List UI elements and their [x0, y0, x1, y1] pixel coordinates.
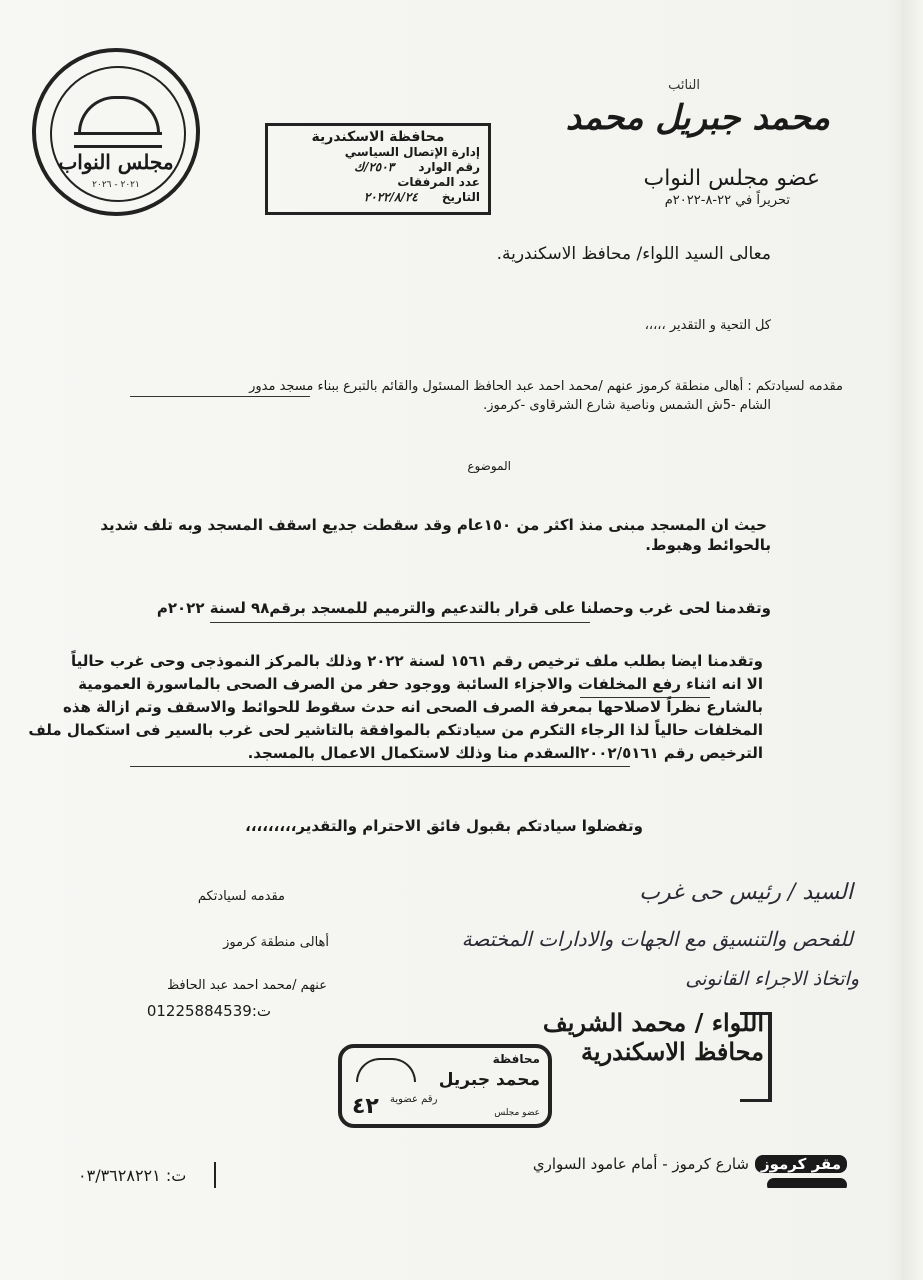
- footer-hq-address: شارع كرموز - أمام عامود السواري: [532, 1155, 749, 1173]
- mp-title: النائب: [668, 78, 700, 93]
- mp-role: عضو مجلس النواب: [643, 166, 820, 191]
- intro-line-1: مقدمه لسيادتكم : أهالى منطقة كرموز عنهم /محمد احمد عبد الحافظ المسئول والقائم بالتبرع ببناء مسجد مدور: [249, 379, 843, 394]
- para3-line-4: المخلفات حالياً لذا الرجاء التكرم من سيادتكم بالموافقة بالتاشير لحى غرب بالسير فى استكمال ملف: [28, 721, 763, 739]
- registry-date-row: [276, 190, 480, 205]
- signature-phone: ت:01225884539: [146, 1002, 271, 1020]
- footer-second-badge: [767, 1178, 847, 1188]
- registry-stamp: [265, 123, 491, 215]
- seal-emblem-text: مجلس النواب: [58, 150, 174, 174]
- registry-inbound-label: رقم الوارد: [418, 160, 480, 174]
- mp-stamp-name: محمد جبريل: [438, 1070, 540, 1090]
- mp-stamp-member-label: عضو مجلس: [494, 1108, 540, 1118]
- parliament-seal: [32, 48, 200, 216]
- para3-line-5: الترخيص رقم ٢٠٠٢/٥١٦١السقدم منا وذلك لاستكمال الاعمال بالمسجد.: [247, 744, 763, 762]
- mp-name: محمد جبريل محمد: [565, 98, 830, 138]
- page-edge: [902, 0, 923, 1280]
- registry-inbound-row: [276, 160, 480, 175]
- seal-years: ٢٠٢١ - ٢٠٢٦: [92, 180, 140, 190]
- para3-line-1: وتقدمنا ايضا بطلب ملف ترخيص رقم ١٥٦١ لسنة ٢٠٢٢ وذلك بالمركز النموذجى وحى غرب حالياً: [70, 652, 763, 670]
- seal-columns-icon: [74, 132, 162, 148]
- para3-underline-2: [130, 766, 630, 767]
- governor-stamp-line-2: محافظ الاسكندرية: [581, 1037, 764, 1066]
- closing: وتفضلوا سيادتكم بقبول فائق الاحترام والتقدير،،،،،،،،،: [245, 817, 643, 835]
- mp-stamp-dome-icon: [356, 1058, 416, 1082]
- footer-address: [533, 1155, 847, 1173]
- handwritten-note-line-2: للفحص والتنسيق مع الجهات والادارات المختصة: [461, 927, 853, 951]
- registry-department: إدارة الإتصال السياسي: [344, 145, 480, 159]
- signature-line-3: عنهم /محمد احمد عبد الحافظ: [167, 978, 327, 993]
- governor-stamp-line-1: اللواء / محمد الشريف: [542, 1008, 764, 1037]
- registry-attachments-label: عدد المرفقات: [397, 175, 480, 189]
- footer-cut-line: [327, 1178, 847, 1188]
- para2-underline: [210, 622, 590, 623]
- footer-hq-badge: مقر كرموز: [755, 1155, 847, 1173]
- footer-divider: [214, 1162, 216, 1188]
- footer-phone: ت: ٠٣/٣٦٢٨٢٢١: [78, 1166, 187, 1185]
- addressee: معالى السيد اللواء/ محافظ الاسكندرية.: [496, 244, 771, 264]
- para2: وتقدمنا لحى غرب وحصلنا على قرار بالتدعيم والترميم للمسجد برقم٩٨ لسنة ٢٠٢٢م: [156, 599, 771, 617]
- greeting: كل التحية و التقدير ،،،،،: [644, 318, 771, 333]
- para3-line-3: بالشارع نظراً لاصلاحها بمعرفة الصرف الصحى انه حدث سقوط للحوائط والاسقف وتم ازالة هذه: [62, 698, 763, 716]
- mp-stamp-header: محافظة: [492, 1052, 540, 1066]
- para3-line-2: الا انه اثناء رفع المخلفات والاجزاء السائبة ووجود حفر من الصرف الصحى بالماسورة العمومية: [78, 675, 763, 693]
- registry-heading: محافظة الاسكندرية: [311, 129, 445, 145]
- governor-stamp: [524, 1008, 764, 1100]
- registry-date-value: ٢٠٢٢/٨/٢٤: [363, 190, 418, 204]
- mp-stamp-number: ٤٢: [352, 1094, 379, 1119]
- subject-label: الموضوع: [467, 459, 511, 473]
- para3-underline-1: [580, 697, 710, 698]
- registry-inbound-value: ٢٥٠٣/ك: [354, 160, 395, 174]
- handwritten-note-line-1: السيد / رئيس حى غرب: [639, 880, 853, 905]
- signature-line-2: أهالى منطقة كرموز: [223, 935, 329, 950]
- intro-underline: [130, 396, 310, 397]
- registry-date-label: التاريخ: [441, 190, 480, 204]
- signature-line-1: مقدمه لسيادتكم: [197, 889, 285, 904]
- intro-line-2: الشام -5ش الشمس وناصية شارع الشرقاوى -كرموز.: [483, 398, 771, 413]
- handwritten-note-line-3: واتخاذ الاجراء القانونى: [685, 968, 859, 990]
- para1-line-1: حيث ان المسجد مبنى منذ اكثر من ١٥٠عام وقد سقطت جديع اسقف المسجد وبه تلف شديد: [100, 516, 767, 534]
- mp-stamp-number-label: رقم عضوية: [390, 1094, 438, 1105]
- written-date: تحريراً في ٢٢-٨-٢٠٢٢م: [664, 193, 790, 208]
- para1-line-2: بالحوائط وهبوط.: [645, 536, 771, 554]
- mp-stamp: [338, 1044, 552, 1128]
